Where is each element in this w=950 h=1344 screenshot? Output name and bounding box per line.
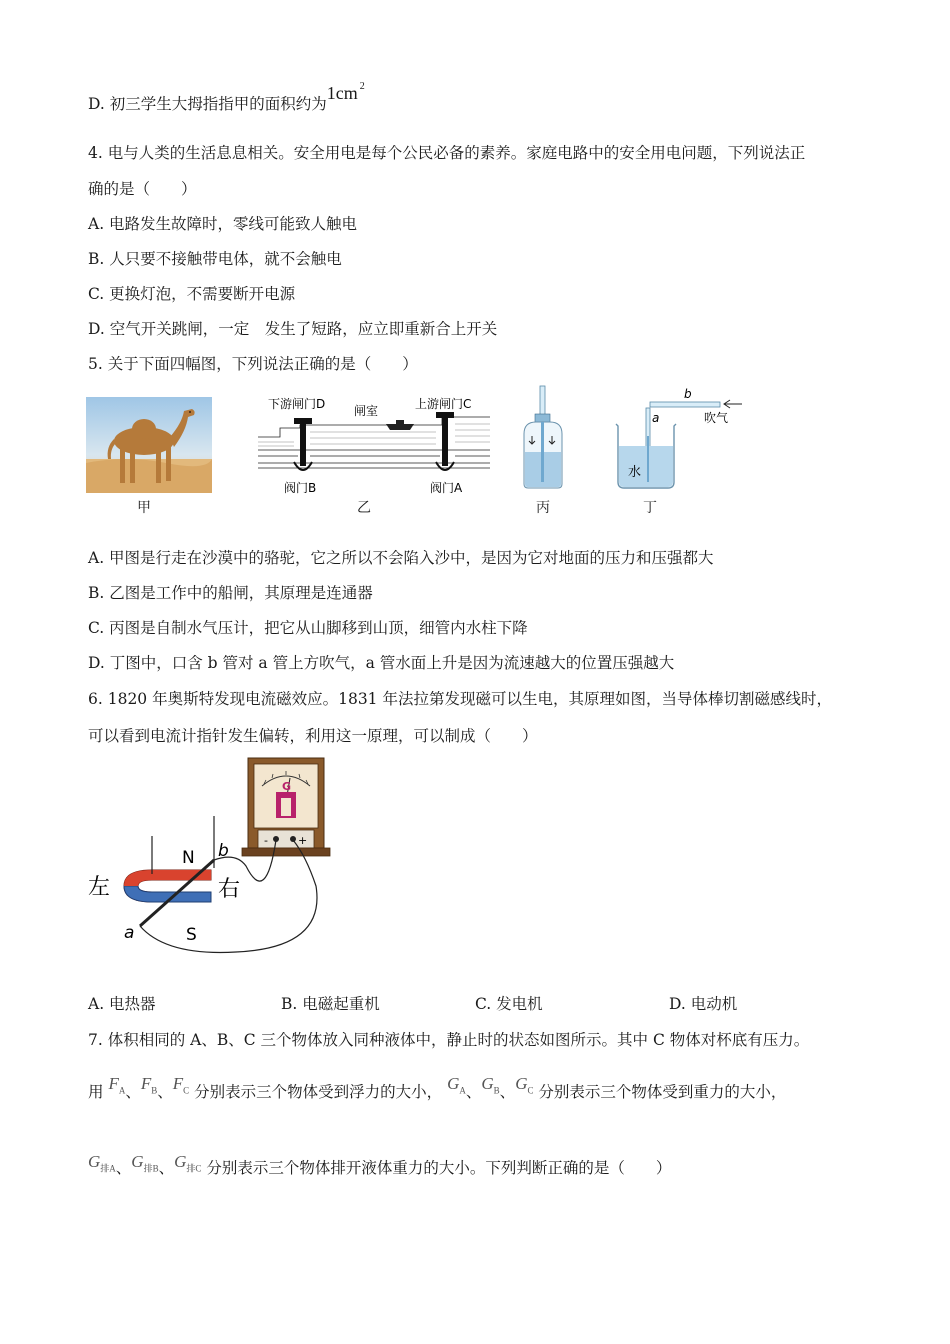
- q4-stem-line1: 4. 电与人类的生活息息相关。安全用电是每个公民必备的素养。家庭电路中的安全用电问题，下列说法正: [88, 144, 806, 162]
- bottle-barometer-figure: [518, 384, 568, 492]
- q6-option-a: A. 电热器: [88, 995, 156, 1013]
- symbol-gb: [481, 1074, 500, 1096]
- sub-pa: 排A: [100, 1163, 116, 1174]
- symbol-g: G: [481, 1074, 494, 1093]
- q7-prefix: 用: [88, 1083, 104, 1101]
- label-end-b: b: [218, 841, 229, 861]
- symbol-gpa: [88, 1152, 116, 1174]
- symbol-f: F: [172, 1074, 184, 1093]
- symbol-ga: [447, 1074, 466, 1096]
- q7-mid: 分别表示三个物体受到浮力的大小，: [194, 1083, 443, 1101]
- caption-yi: 乙: [357, 500, 371, 516]
- q5-stem: 5. 关于下面四幅图，下列说法正确的是（ ）: [88, 355, 418, 373]
- label-downstream-gate: 下游闸门D: [268, 397, 326, 411]
- label-upstream-gate: 上游闸门C: [415, 397, 472, 411]
- sep: 、: [465, 1083, 482, 1101]
- q3-option-d-text: D. 初三学生大拇指指甲的面积约为: [88, 95, 327, 113]
- unit-exponent: 2: [359, 81, 365, 92]
- sub-c: C: [183, 1085, 190, 1096]
- q7-line3-suffix: 分别表示三个物体排开液体重力的大小。下列判断正确的是（ ）: [206, 1159, 672, 1177]
- unit-text: 1cm: [326, 83, 358, 103]
- caption-ding: 丁: [643, 500, 657, 516]
- symbol-gpc: [174, 1152, 202, 1174]
- label-tube-a: a: [652, 411, 660, 425]
- label-south: S: [186, 925, 197, 945]
- label-left: 左: [88, 875, 111, 900]
- sub-b: B: [151, 1085, 158, 1096]
- symbol-f: F: [108, 1074, 119, 1093]
- label-end-a: a: [124, 923, 135, 943]
- sub-a: A: [118, 1085, 126, 1096]
- q6-option-d: D. 电动机: [669, 995, 738, 1013]
- label-chamber: 闸室: [354, 404, 379, 418]
- symbol-g: G: [447, 1074, 460, 1093]
- q7-suffix: 分别表示三个物体受到重力的大小，: [538, 1083, 787, 1101]
- sep: 、: [115, 1159, 132, 1177]
- q7-stem-line2: [88, 1074, 787, 1108]
- q3-option-d: [88, 81, 365, 117]
- symbol-g: G: [174, 1152, 187, 1171]
- q6-stem-line1: 6. 1820 年奥斯特发现电流磁效应。1831 年法拉第发现磁可以生电，其原理如图，当导体棒切割磁感线时，: [88, 690, 832, 708]
- sub-pc: 排C: [186, 1163, 202, 1174]
- q5-option-d: D. 丁图中，口含 b 管对 a 管上方吹气，a 管水面上升是因为流速越大的位置压强越大: [88, 654, 675, 672]
- blow-tube-figure: [612, 384, 752, 492]
- q6-option-b: B. 电磁起重机: [281, 995, 380, 1013]
- label-valve-b: 阀门B: [284, 481, 317, 495]
- caption-jia: 甲: [137, 500, 151, 516]
- label-valve-a: 阀门A: [430, 481, 463, 495]
- sep: 、: [158, 1159, 175, 1177]
- q4-option-b: B. 人只要不接触带电体，就不会触电: [88, 250, 342, 268]
- sub-c: C: [527, 1085, 534, 1096]
- q7-stem-line3: [88, 1152, 672, 1184]
- q3-option-d-unit: [327, 83, 365, 103]
- sub-a: A: [459, 1085, 466, 1096]
- q5-option-b: B. 乙图是工作中的船闸，其原理是连通器: [88, 584, 373, 602]
- label-water: 水: [628, 465, 642, 480]
- label-blow: 吹气: [704, 411, 729, 425]
- symbol-fc: [172, 1074, 190, 1096]
- sub-b: B: [493, 1085, 500, 1096]
- caption-bing: 丙: [536, 500, 550, 516]
- q7-stem-line1: 7. 体积相同的 A、B、C 三个物体放入同种液体中，静止时的状态如图所示。其中 C 物体对杯底有压力。: [88, 1031, 810, 1049]
- sep: 、: [499, 1083, 516, 1101]
- symbol-fb: [140, 1074, 158, 1096]
- label-meter-g: G: [282, 780, 292, 793]
- label-minus: -: [264, 834, 268, 847]
- q4-stem-line2: 确的是（ ）: [88, 180, 197, 198]
- symbol-gc: [515, 1074, 534, 1096]
- q4-option-d: D. 空气开关跳闸，一定 发生了短路，应立即重新合上开关: [88, 320, 498, 338]
- q6-option-c: C. 发电机: [475, 995, 543, 1013]
- q4-option-a: A. 电路发生故障时，零线可能致人触电: [88, 215, 358, 233]
- q5-option-a: A. 甲图是行走在沙漠中的骆驼，它之所以不会陷入沙中，是因为它对地面的压力和压强都大: [88, 549, 714, 567]
- ship-lock-figure: [250, 392, 495, 498]
- induction-figure: [86, 756, 346, 962]
- label-plus: +: [298, 834, 308, 847]
- label-tube-b: b: [684, 387, 692, 401]
- symbol-g: G: [88, 1152, 101, 1171]
- q6-stem-line2: 可以看到电流计指针发生偏转，利用这一原理，可以制成（ ）: [88, 727, 538, 745]
- symbol-g: G: [515, 1074, 528, 1093]
- symbol-f: F: [140, 1074, 152, 1093]
- label-north: N: [182, 848, 195, 868]
- symbol-fa: [108, 1074, 126, 1096]
- symbol-gpb: [131, 1152, 159, 1174]
- sub-pb: 排B: [143, 1163, 159, 1174]
- sep: 、: [125, 1083, 141, 1101]
- camel-figure: [86, 397, 212, 493]
- label-right: 右: [218, 877, 241, 902]
- q5-option-c: C. 丙图是自制水气压计，把它从山脚移到山顶，细管内水柱下降: [88, 619, 528, 637]
- q4-option-c: C. 更换灯泡，不需要断开电源: [88, 285, 296, 303]
- sep: 、: [157, 1083, 173, 1101]
- symbol-g: G: [131, 1152, 144, 1171]
